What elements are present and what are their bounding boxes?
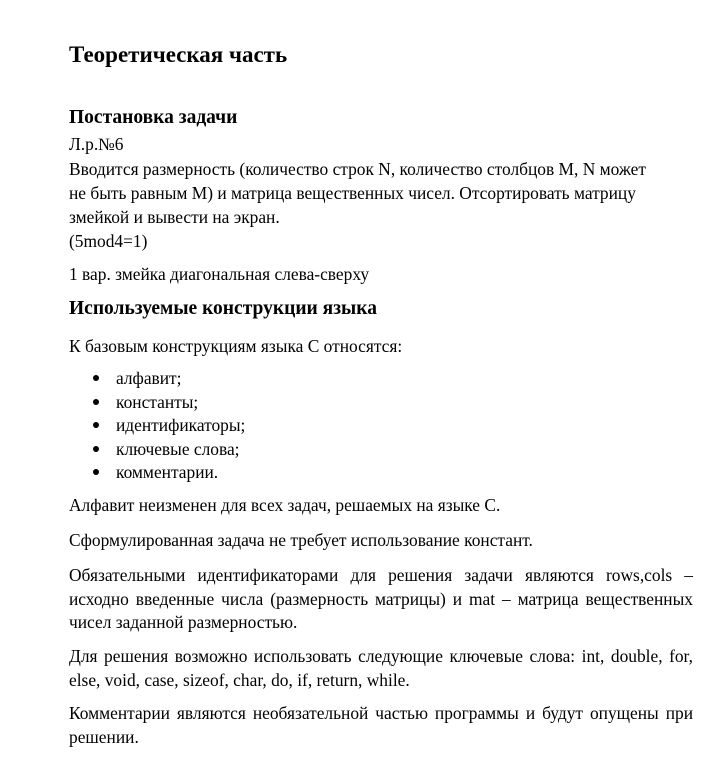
list-item: алфавит;: [69, 367, 245, 391]
task-line-4: (5mod4=1): [69, 231, 148, 251]
list-item: константы;: [69, 391, 245, 415]
paragraph-constants: Сформулированная задача не требует использование констант.: [69, 530, 533, 550]
paragraph-identifiers: Обязательными идентификаторами для решения задачи являются rows,cols – исходно введенные числа (размерность матрицы) и mat – матрица вещественных чисел заданной размерностью.: [69, 565, 693, 632]
bullet-icon: [93, 446, 99, 452]
variant-text: 1 вар. змейка диагональная слева-сверху: [69, 264, 370, 284]
bullet-icon: [93, 469, 99, 475]
list-item: идентификаторы;: [69, 414, 245, 438]
section-heading-task: Постановка задачи: [69, 107, 238, 128]
lab-number: Л.р.№6: [69, 134, 124, 154]
paragraph-alphabet: Алфавит неизменен для всех задач, решаемых на языке С.: [69, 495, 501, 515]
list-item: ключевые слова;: [69, 438, 245, 462]
bullet-icon: [93, 375, 99, 381]
bullet-icon: [93, 422, 99, 428]
task-line-3: змейкой и вывести на экран.: [69, 207, 280, 227]
list-item: комментарии.: [69, 461, 245, 485]
paragraph-comments: Комментарии являются необязательной частью программы и будут опущены при решении.: [69, 703, 693, 747]
paragraph-keywords: Для решения возможно использовать следующие ключевые слова: int, double, for, else, void, case, sizeof, char, do, if, return, while.: [69, 646, 693, 690]
task-line-1: Вводится размерность (количество строк N, количество столбцов M, N может: [69, 159, 646, 179]
constructs-list: [69, 367, 245, 485]
constructs-intro: К базовым конструкциям языка С относятся:: [69, 336, 403, 356]
page-title: Теоретическая часть: [69, 42, 288, 67]
section-heading-constructs: Используемые конструкции языка: [69, 298, 377, 319]
task-line-2: не быть равным M) и матрица вещественных чисел. Отсортировать матрицу: [69, 183, 636, 203]
bullet-icon: [93, 399, 99, 405]
